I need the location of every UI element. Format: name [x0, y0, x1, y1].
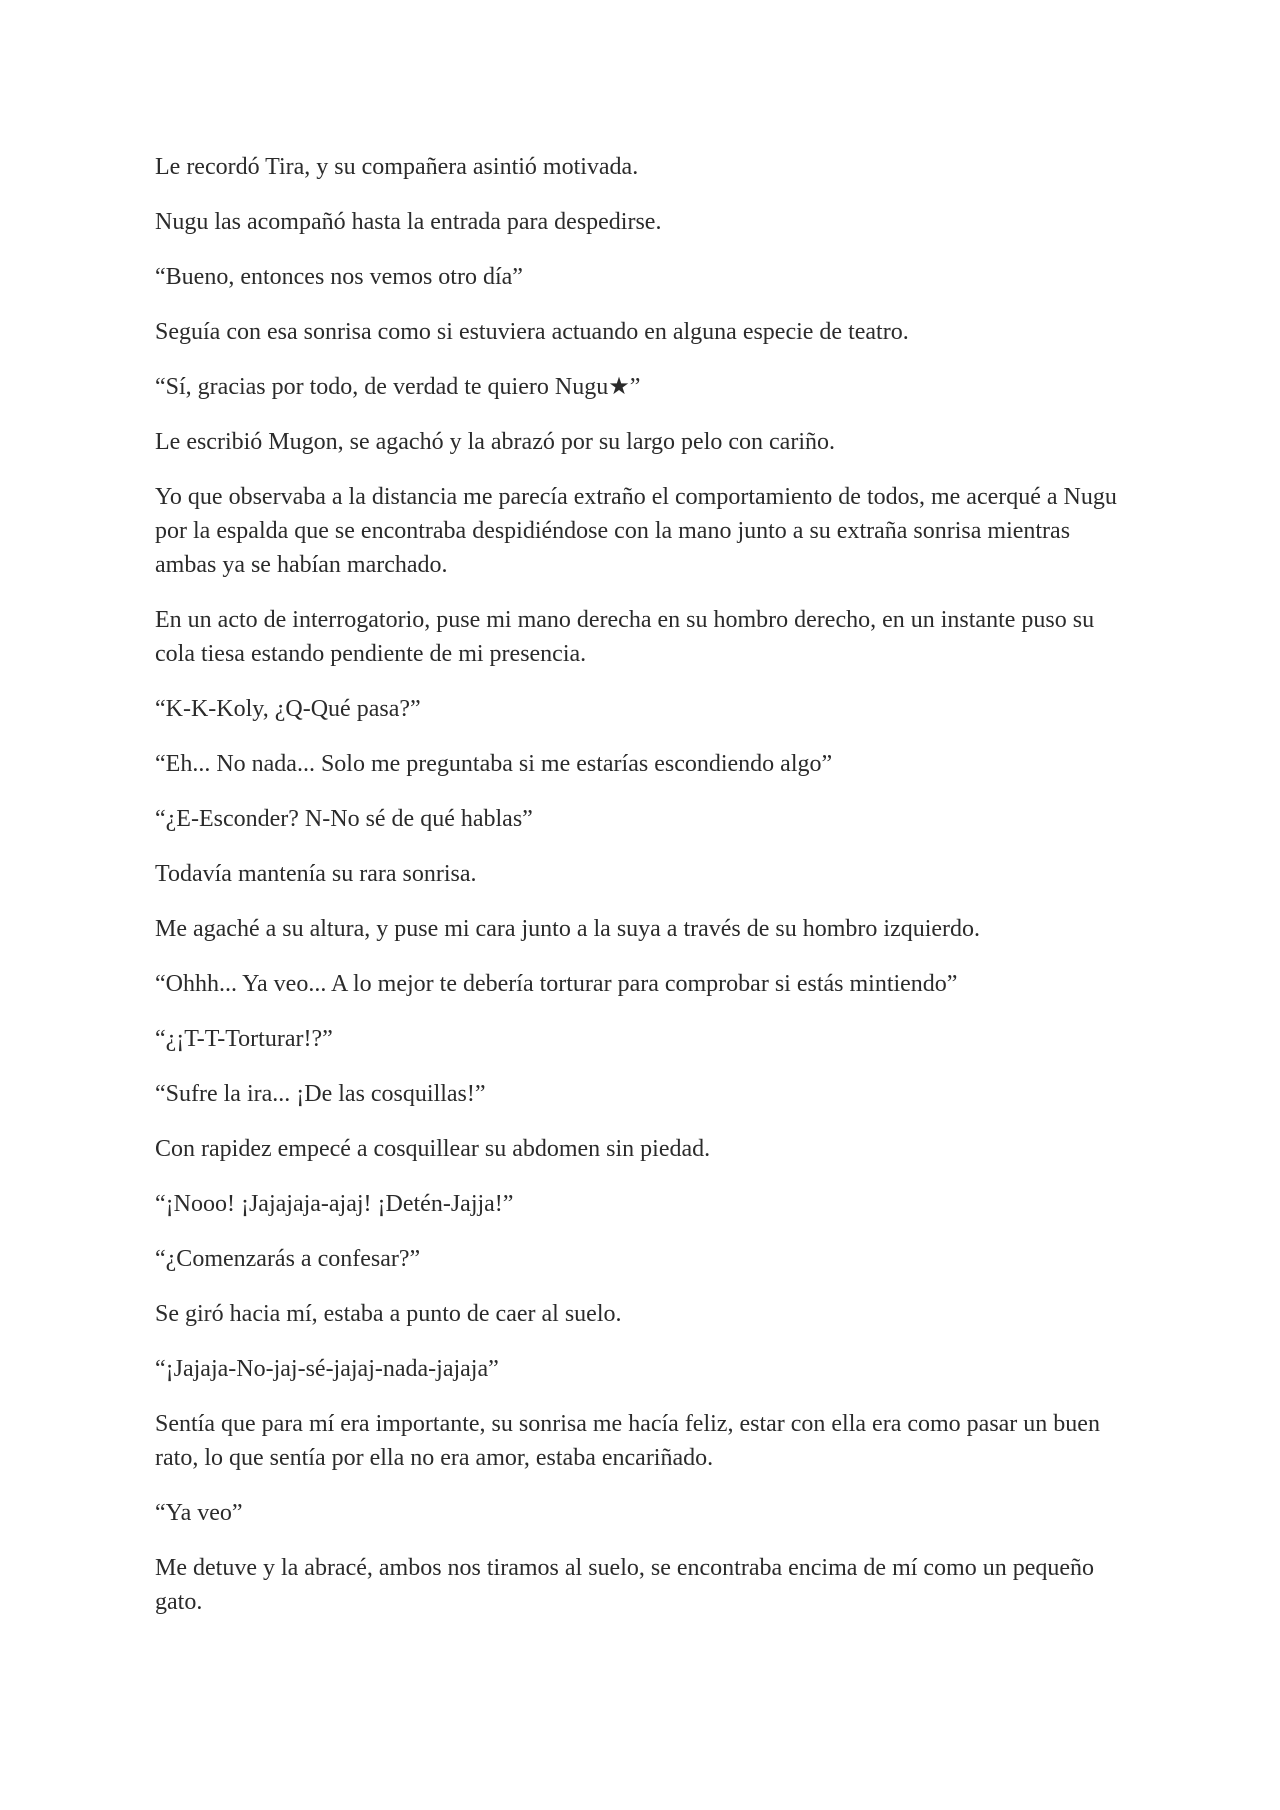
paragraph: “Bueno, entonces nos vemos otro día” — [155, 264, 523, 290]
paragraph: Me agaché a su altura, y puse mi cara junto a la suya a través de su hombro izquierdo. — [155, 916, 981, 942]
paragraph: Le recordó Tira, y su compañera asintió motivada. — [155, 154, 639, 180]
paragraph: “¿E-Esconder? N-No sé de qué hablas” — [155, 806, 533, 832]
paragraph: Yo que observaba a la distancia me parecía extraño el comportamiento de todos, me acerqué a Nugu por la espalda que se encontraba despidiéndose con la mano junto a su extraña sonrisa mientras ambas ya se habían marchado. — [155, 484, 1117, 578]
paragraph: Sentía que para mí era importante, su sonrisa me hacía feliz, estar con ella era como pasar un buen rato, lo que sentía por ella no era amor, estaba encariñado. — [155, 1411, 1100, 1471]
paragraph: “¡Jajaja-No-jaj-sé-jajaj-nada-jajaja” — [155, 1356, 499, 1382]
paragraph: Seguía con esa sonrisa como si estuviera actuando en alguna especie de teatro. — [155, 319, 909, 345]
paragraph: “¿Comenzarás a confesar?” — [155, 1246, 421, 1272]
paragraph: “Ohhh... Ya veo... A lo mejor te debería torturar para comprobar si estás mintiendo” — [155, 971, 958, 997]
paragraph: Todavía mantenía su rara sonrisa. — [155, 861, 477, 887]
paragraph: Nugu las acompañó hasta la entrada para despedirse. — [155, 209, 662, 235]
paragraph: “K-K-Koly, ¿Q-Qué pasa?” — [155, 696, 421, 722]
paragraph: “¿¡T-T-Torturar!?” — [155, 1026, 333, 1052]
paragraph: “Eh... No nada... Solo me preguntaba si me estarías escondiendo algo” — [155, 751, 833, 777]
paragraph: “Ya veo” — [155, 1500, 243, 1526]
document-body — [155, 150, 1130, 1619]
paragraph: “Sí, gracias por todo, de verdad te quiero Nugu★” — [155, 374, 641, 400]
paragraph: En un acto de interrogatorio, puse mi mano derecha en su hombro derecho, en un instante puso su cola tiesa estando pendiente de mi presencia. — [155, 607, 1095, 667]
paragraph: Le escribió Mugon, se agachó y la abrazó por su largo pelo con cariño. — [155, 429, 835, 455]
paragraph: Se giró hacia mí, estaba a punto de caer al suelo. — [155, 1301, 622, 1327]
paragraph: “Sufre la ira... ¡De las cosquillas!” — [155, 1081, 486, 1107]
paragraph: Me detuve y la abracé, ambos nos tiramos al suelo, se encontraba encima de mí como un pequeño gato. — [155, 1555, 1095, 1615]
paragraph: “¡Nooo! ¡Jajajaja-ajaj! ¡Detén-Jajja!” — [155, 1191, 514, 1217]
paragraph: Con rapidez empecé a cosquillear su abdomen sin piedad. — [155, 1136, 711, 1162]
